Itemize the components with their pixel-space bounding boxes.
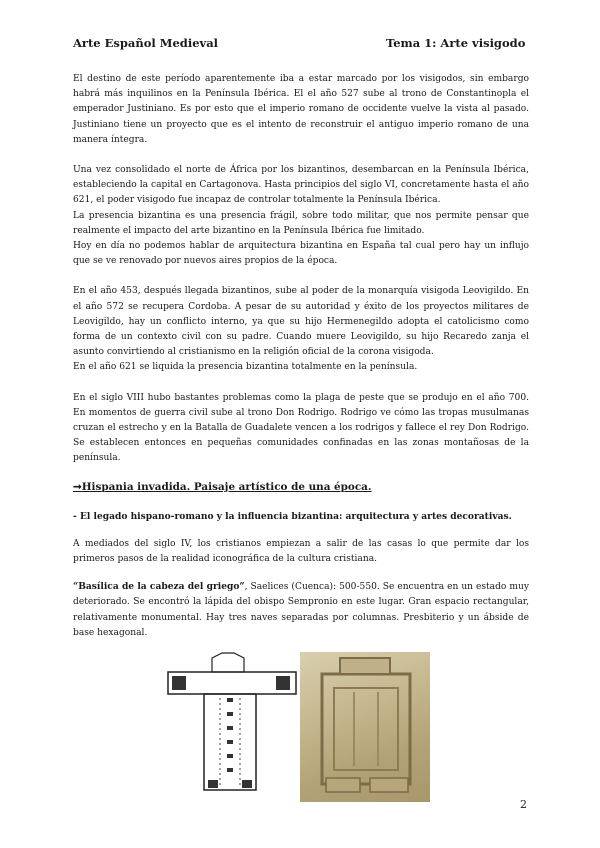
paragraph-hoy: Hoy en día no podemos hablar de arquitectura bizantina en España tal cual pero hay un influjo que se ve renovado por nuevos aires propios de la época. <box>73 241 529 267</box>
page-header <box>73 36 533 52</box>
header-course-title: Arte Español Medieval <box>73 36 219 50</box>
basilica-aerial-photo <box>300 652 430 802</box>
basilica-description: , Saelices (Cuenca): 500-550. Se encuentra en un estado muy deteriorado. Se encontró la lápida del obispo Sempronio en este lugar. Gran espacio rectangular, relativamente monumental. Hay tres naves separadas por columnas. Presbiterio y un ábside de base hexagonal. <box>73 582 529 638</box>
document-body <box>73 72 529 641</box>
paragraph-621: En el año 621 se liquida la presencia bizantina totalmente en la península. <box>73 362 418 373</box>
paragraph-siglo-iv: A mediados del siglo IV, los cristianos empiezan a salir de las casas lo que permite dar los primeros pasos de la realidad iconográfica de la cultura cristiana. <box>73 538 529 565</box>
basilica-name: “Basílica de la cabeza del griego” <box>73 581 245 593</box>
basilica-figures <box>164 652 434 804</box>
section-title: ➞Hispania invadida. Paisaje artístico de una época. <box>73 480 372 493</box>
page-number: 2 <box>520 798 527 811</box>
header-topic-title: Tema 1: Arte visigodo <box>386 36 526 50</box>
paragraph-justiniano: El destino de este período aparentemente iba a estar marcado por los visigodos, sin embargo habrá más inquilinos en la Península Ibérica. El el año 527 sube al trono de Constantinopla el emperador Justiniano. Es por esto que el imperio romano de occidente vuelve la vista al pasado. Justiniano tiene un proyecto que es el intento de reconstruir el antiguo imperio romano de una manera íntegra. <box>73 74 529 145</box>
paragraph-siglo-viii: En el siglo VIII hubo bastantes problemas como la plaga de peste que se produjo en el año 700. En momentos de guerra civil sube al trono Don Rodrigo. Rodrigo ve cómo las tropas musulmanas cruzan el estrecho y en la Batalla de Guadalete vencen a los rodrigos y fallece el rey Don Rodrigo. Se establecen entonces en pequeñas comunidades confinadas en las zonas montañosas de la península. <box>73 392 529 464</box>
paragraph-presencia: La presencia bizantina es una presencia frágil, sobre todo militar, que nos permite pensar que realmente el impacto del arte bizantino en la Península Ibérica fue limitado. <box>73 210 529 236</box>
paragraph-bizantinos: Una vez consolidado el norte de África por los bizantinos, desembarcan en la Península Ibérica, estableciendo la capital en Cartagonova. Hasta principios del siglo VI, concretamente hasta el año 621, el poder visigodo fue incapaz de controlar totalmente la Península Ibérica. <box>73 165 529 206</box>
paragraph-leovigildo: En el año 453, después llegada bizantinos, sube al poder de la monarquía visigoda Leovigildo. En el año 572 se recupera Cordoba. A pesar de su autoridad y éxito de los proyectos militares de Leovigildo, hay un conflicto interno, ya que su hijo Hermenegildo adopta el catolicismo como forma de un contexto civil con su padre. Cuando muere Leovigildo, su hijo Recaredo zanja el asunto convirtiendo al cristianismo en la religión oficial de la corona visigoda. <box>73 286 529 358</box>
paragraph-basilica <box>73 579 529 641</box>
basilica-floor-plan-image <box>164 652 300 802</box>
section-subtitle: - El legado hispano-romano y la influencia bizantina: arquitectura y artes decorativas. <box>73 510 512 522</box>
